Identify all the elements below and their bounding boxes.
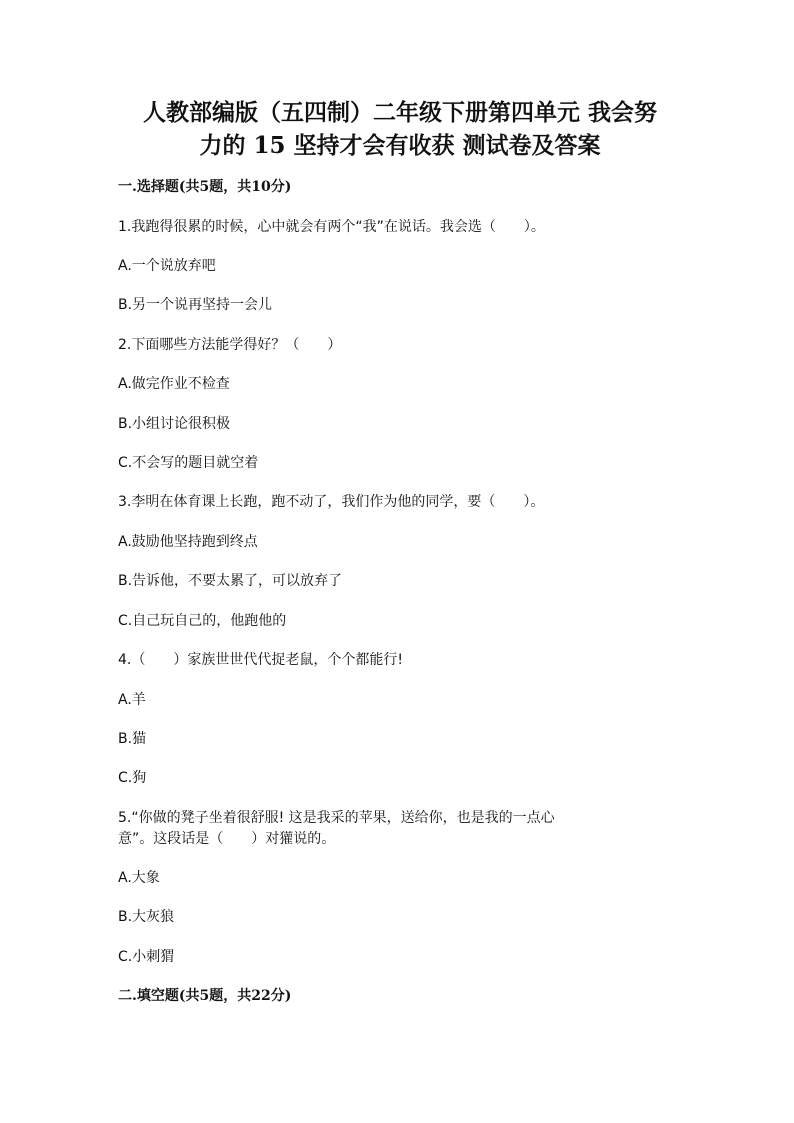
question-5-option-a: A.大象 — [118, 870, 160, 886]
question-3-stem: 3.李明在体育课上长跑，跑不动了，我们作为他的同学，要（ ）。 — [118, 494, 545, 510]
section-heading-fill-in-blank: 二.填空题(共5题，共22分) — [118, 988, 292, 1004]
question-4-stem: 4.（ ）家族世世代代捉老鼠，个个都能行! — [118, 652, 403, 668]
question-2-option-c: C.不会写的题目就空着 — [118, 455, 259, 471]
question-3-option-c: C.自己玩自己的，他跑他的 — [118, 613, 287, 629]
document-title-line-1: 人教部编版（五四制）二年级下册第四单元 我会努 — [142, 99, 657, 126]
question-2-stem: 2.下面哪些方法能学得好？（ ） — [118, 337, 342, 353]
question-2-option-b: B.小组讨论很积极 — [118, 416, 231, 432]
question-1-option-b: B.另一个说再坚持一会儿 — [118, 297, 273, 313]
question-5-option-c: C.小刺猬 — [118, 949, 175, 965]
question-4-option-c: C.狗 — [118, 770, 147, 786]
question-5-option-b: B.大灰狼 — [118, 909, 175, 925]
section-heading-multiple-choice: 一.选择题(共5题，共10分) — [118, 179, 292, 195]
document-title-line-2: 力的 15 坚持才会有收获 测试卷及答案 — [199, 132, 601, 159]
question-5-stem-line-1: 5.“你做的凳子坐着很舒服! 这是我采的苹果，送给你，也是我的一点心 — [118, 810, 555, 826]
question-3-option-a: A.鼓励他坚持跑到终点 — [118, 534, 258, 550]
question-1-option-a: A.一个说放弃吧 — [118, 258, 216, 274]
question-4-option-a: A.羊 — [118, 692, 146, 708]
question-4-option-b: B.猫 — [118, 731, 147, 747]
question-2-option-a: A.做完作业不检查 — [118, 376, 230, 392]
question-1-stem: 1.我跑得很累的时候，心中就会有两个“我”在说话。我会选（ ）。 — [118, 219, 545, 235]
question-5-stem-line-2: 意”。这段话是（ ）对獾说的。 — [118, 831, 336, 847]
question-3-option-b: B.告诉他，不要太累了，可以放弃了 — [118, 573, 343, 589]
